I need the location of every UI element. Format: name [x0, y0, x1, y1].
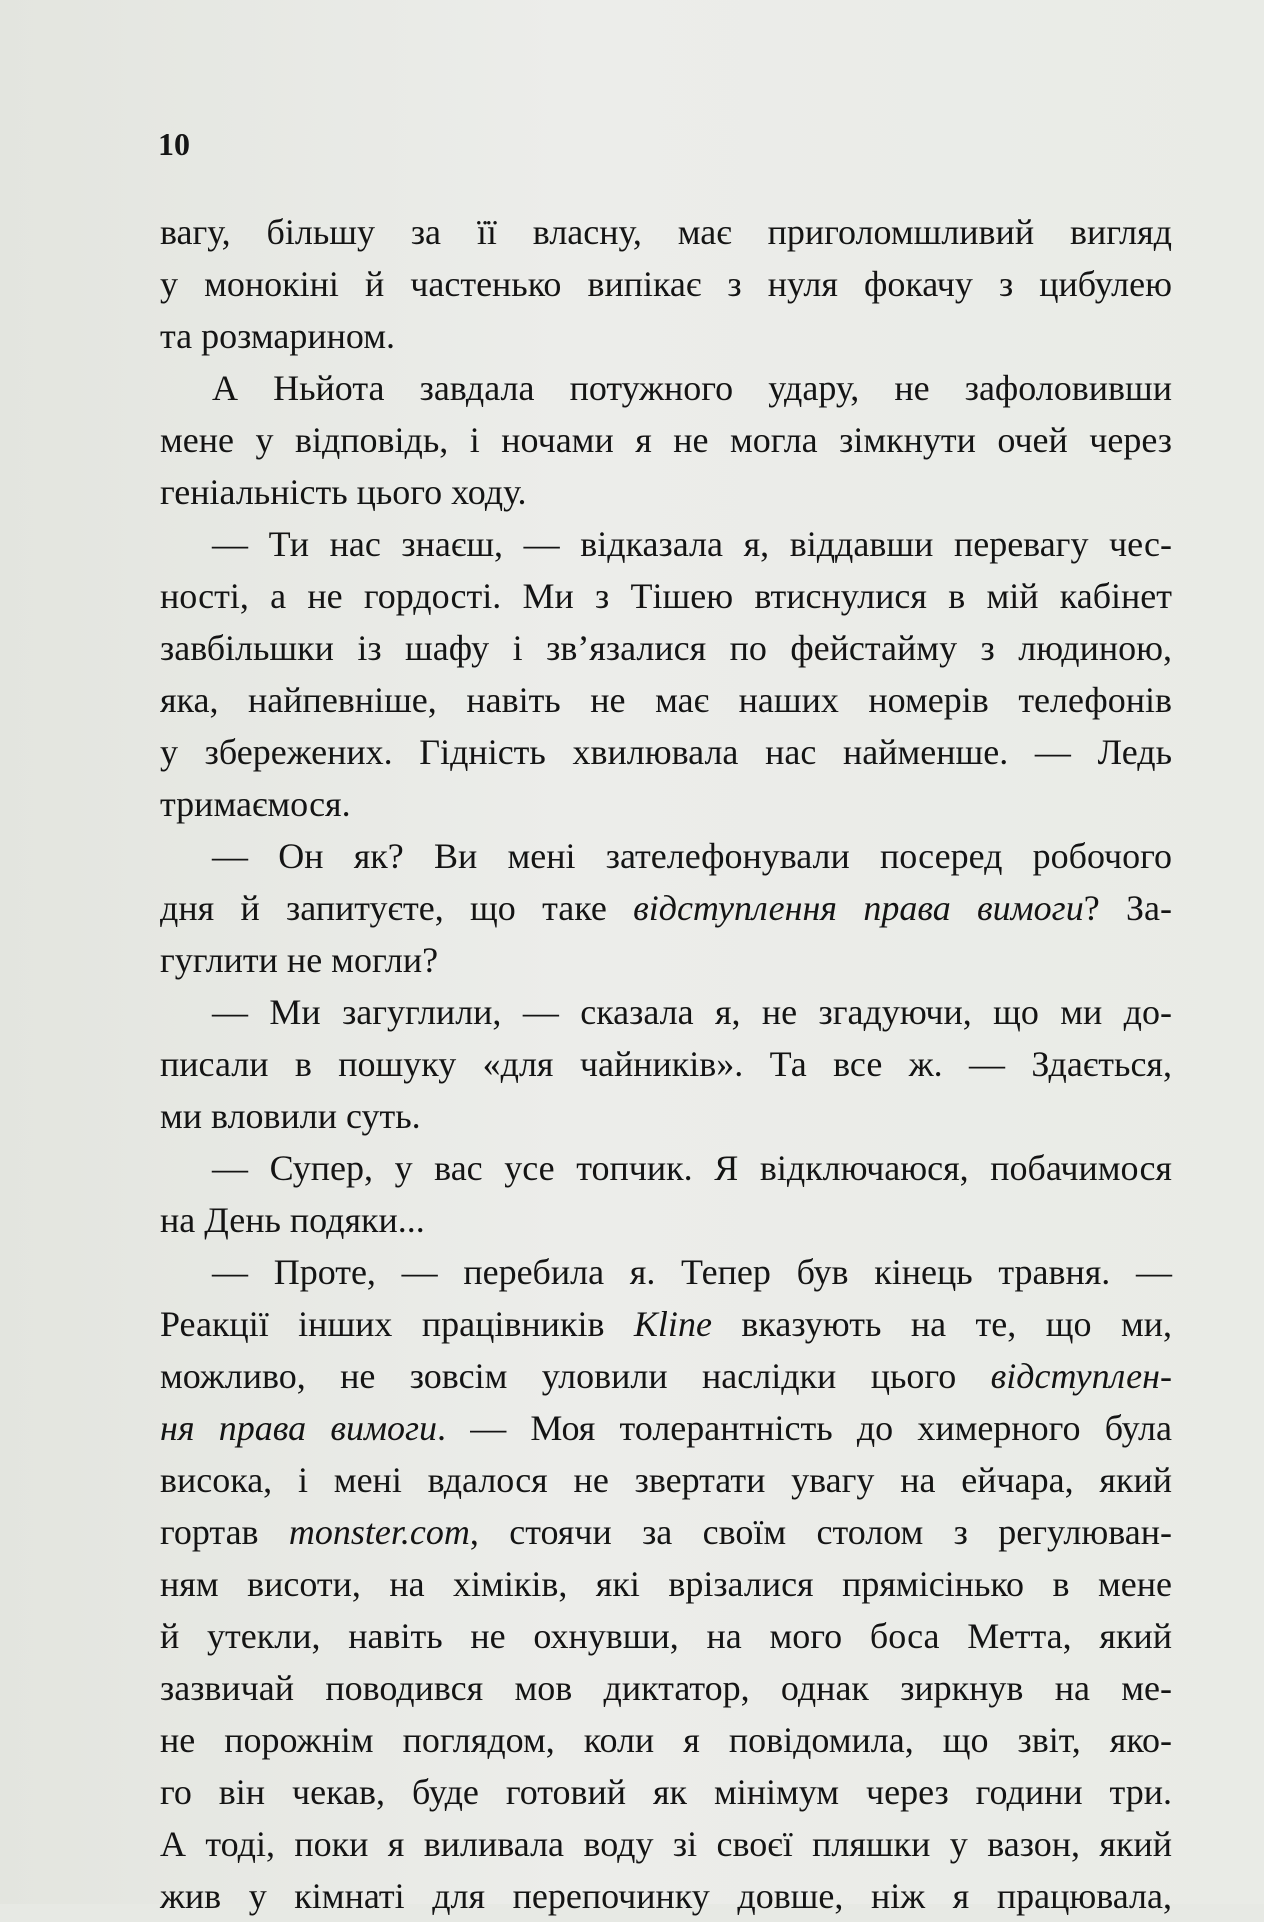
text-line: А тоді, поки я виливала воду зі своєї пляшки у вазон, який [160, 1824, 1172, 1864]
italic-term: Kline [633, 1304, 712, 1344]
text-line: яка, найпевніше, навіть не має наших номерів телефонів [160, 680, 1172, 720]
text-line: зазвичай поводився мов диктатор, однак зиркнув на ме- [160, 1668, 1172, 1708]
italic-term: відступлення права вимоги [633, 888, 1084, 928]
italic-term: ня права вимоги [160, 1408, 437, 1448]
text-line: тримаємося. [160, 784, 351, 824]
text-line: ня права вимоги. — Моя толерантність до химерного була [160, 1408, 1172, 1448]
text-line: геніальність цього ходу. [160, 472, 527, 512]
text-line: вагу, більшу за її власну, має приголомшливий вигляд [160, 212, 1172, 252]
text-line: — Ти нас знаєш, — відказала я, віддавши перевагу чес- [212, 524, 1172, 564]
text-line: у монокіні й частенько випікає з нуля фокачу з цибулею [160, 264, 1172, 304]
body-text [160, 206, 1172, 1922]
page-number: 10 [158, 126, 190, 162]
text-line: у збережених. Гідність хвилювала нас найменше. — Ледь [160, 732, 1172, 772]
text-line: ням висоти, на хіміків, які врізалися прямісінько в мене [160, 1564, 1172, 1604]
italic-term: monster.com [288, 1512, 470, 1552]
text-line: — Проте, — перебила я. Тепер був кінець травня. — [212, 1252, 1172, 1292]
text-line: можливо, не зовсім уловили наслідки цього відступлен- [160, 1356, 1172, 1396]
text-line: писали в пошуку «для чайників». Та все ж. — Здається, [160, 1044, 1172, 1084]
text-line: мене у відповідь, і ночами я не могла зімкнути очей через [160, 420, 1172, 460]
text-line: завбільшки із шафу і зв’язалися по фейстайму з людиною, [160, 628, 1172, 668]
text-line: гуглити не могли? [160, 940, 439, 980]
text-line: Реакції інших працівників Kline вказують на те, що ми, [160, 1304, 1172, 1344]
text-line: висока, і мені вдалося не звертати увагу на ейчара, який [160, 1460, 1172, 1500]
text-line: гортав monster.com, стоячи за своїм столом з регулюван- [160, 1512, 1173, 1552]
text-line: ми вловили суть. [160, 1096, 421, 1136]
text-line: жив у кімнаті для перепочинку довше, ніж я працювала, [160, 1876, 1172, 1916]
text-line: та розмарином. [160, 316, 396, 356]
text-line: — Супер, у вас усе топчик. Я відключаюся, побачимося [212, 1148, 1172, 1188]
text-line: не порожнім поглядом, коли я повідомила, що звіт, яко- [160, 1720, 1172, 1760]
text-line: А Ньйота завдала потужного удару, не зафоловивши [212, 368, 1172, 408]
text-line: на День подяки... [160, 1200, 425, 1240]
text-line: — Ми загуглили, — сказала я, не згадуючи, що ми до- [212, 992, 1172, 1032]
text-line: ності, а не гордості. Ми з Тішею втиснулися в мій кабінет [160, 576, 1172, 616]
italic-term: відступлен- [990, 1356, 1172, 1396]
text-line: го він чекав, буде готовий як мінімум через години три. [160, 1772, 1172, 1812]
text-line: й утекли, навіть не охнувши, на мого боса Метта, який [160, 1616, 1172, 1656]
text-line: дня й запитуєте, що таке відступлення права вимоги? За- [160, 888, 1172, 928]
text-line: — Он як? Ви мені зателефонували посеред робочого [212, 836, 1172, 876]
